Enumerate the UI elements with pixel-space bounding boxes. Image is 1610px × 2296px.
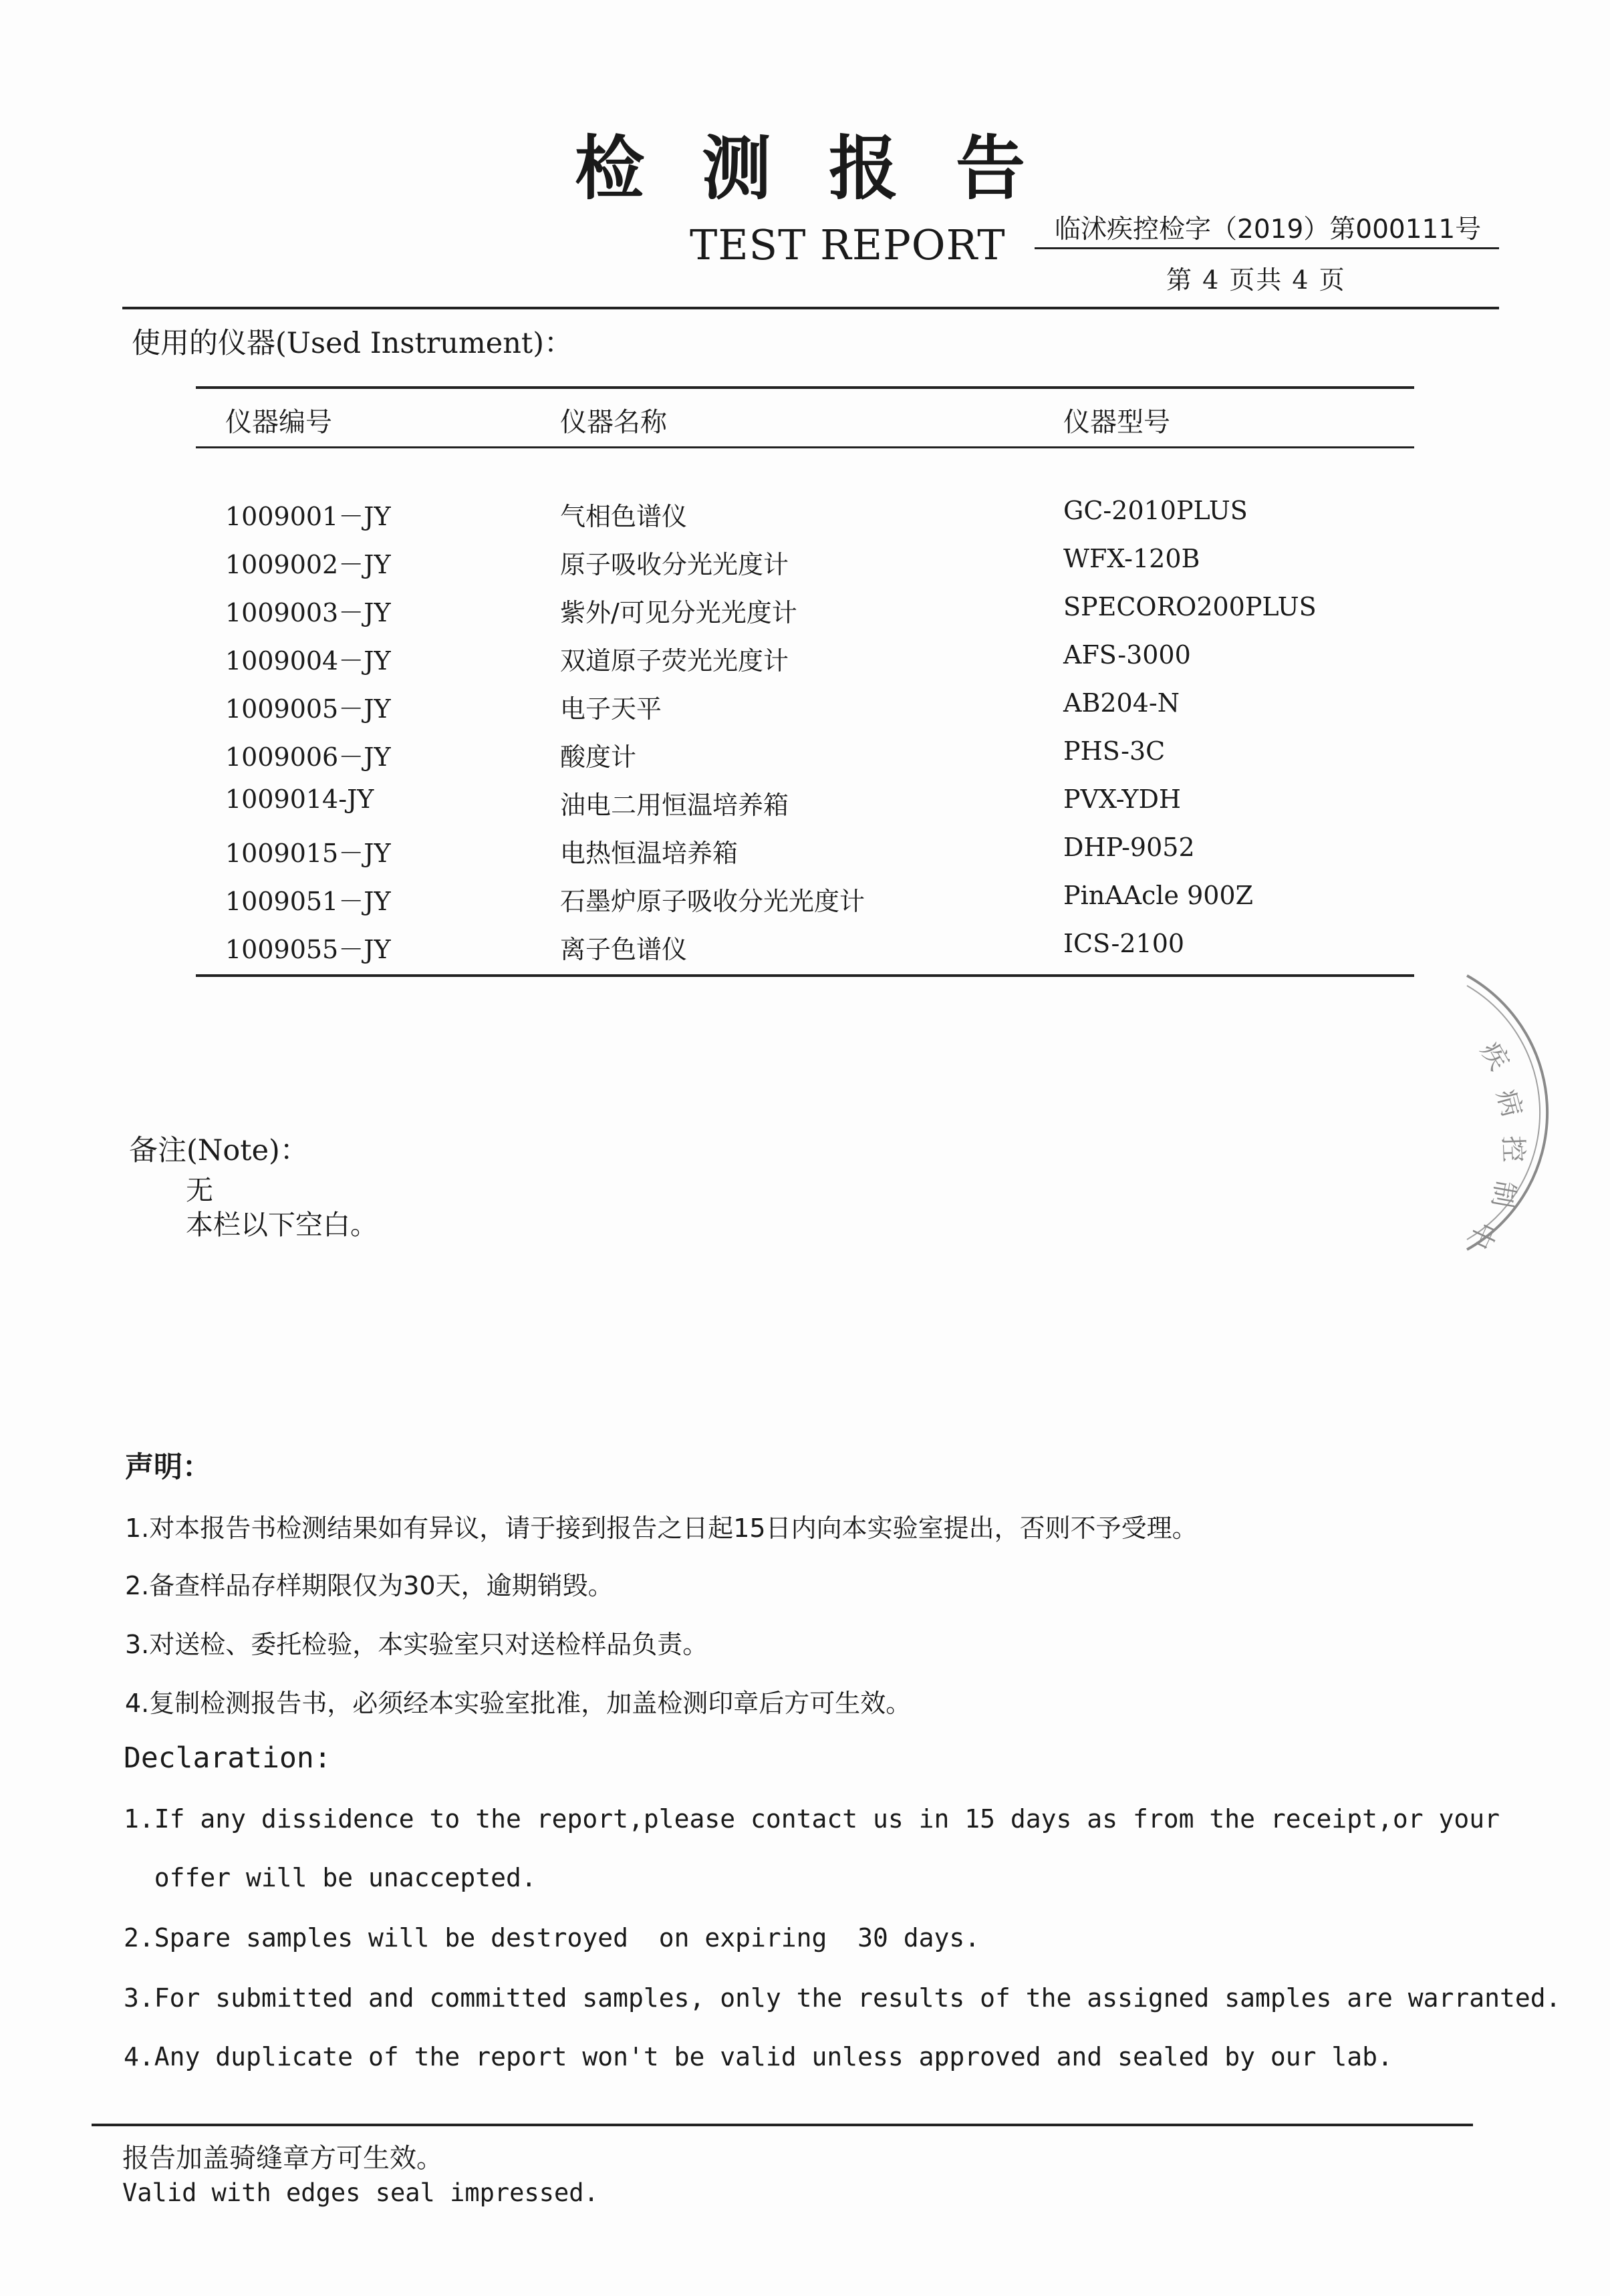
note-blank-statement: 本栏以下空白。 — [186, 1209, 378, 1241]
instrument-id: 1009051－JY — [225, 887, 391, 916]
table-row — [196, 640, 1414, 688]
report-title-cn: 检测报告 — [575, 127, 1083, 209]
instrument-model: PHS-3C — [1063, 736, 1166, 766]
declaration-item: 1.If any dissidence to the report,please contact us in 15 days as from the receipt,or your — [124, 1804, 1500, 1834]
note-label: 备注(Note)： — [129, 1134, 309, 1167]
table-bottom-rule — [196, 974, 1414, 977]
column-header-name: 仪器名称 — [560, 407, 667, 438]
declaration-item: 4.Any duplicate of the report won't be valid unless approved and sealed by our lab. — [124, 2042, 1393, 2071]
instrument-name: 石墨炉原子吸收分光光度计 — [560, 887, 865, 916]
svg-text:制: 制 — [1486, 1178, 1521, 1210]
instrument-model: PinAAcle 900Z — [1063, 881, 1254, 910]
instrument-model: AFS-3000 — [1063, 640, 1191, 670]
table-header-rule — [196, 446, 1414, 448]
table-row — [196, 929, 1414, 977]
instruments-table — [196, 386, 1414, 981]
instrument-name: 油电二用恒温培养箱 — [560, 791, 789, 820]
table-row — [196, 833, 1414, 881]
instrument-name: 电子天平 — [560, 694, 662, 724]
instrument-name: 酸度计 — [560, 742, 637, 772]
table-row — [196, 544, 1414, 592]
table-row — [196, 736, 1414, 784]
instrument-name: 紫外/可见分光光度计 — [560, 598, 797, 627]
statement-item: 1.对本报告书检测结果如有异议，请于接到报告之日起15日内向本实验室提出，否则不予受理。 — [125, 1514, 1198, 1543]
instrument-id: 1009005－JY — [225, 694, 391, 724]
svg-text:控: 控 — [1497, 1135, 1529, 1163]
table-top-rule — [196, 386, 1414, 389]
instrument-name: 双道原子荧光光度计 — [560, 646, 789, 676]
instrument-model: AB204-N — [1063, 688, 1180, 718]
declaration-item: 2.Spare samples will be destroyed on expiring 30 days. — [124, 1923, 980, 1953]
partial-round-seal-icon — [1463, 956, 1561, 1270]
instrument-model: ICS-2100 — [1063, 929, 1185, 958]
instrument-name: 气相色谱仪 — [560, 502, 688, 531]
instrument-id: 1009003－JY — [225, 598, 391, 627]
instrument-model: SPECORO200PLUS — [1063, 592, 1317, 621]
page-info: 第 4 页共 4 页 — [1166, 265, 1346, 295]
instrument-model: DHP-9052 — [1063, 833, 1195, 862]
instrument-name: 电热恒温培养箱 — [560, 839, 739, 868]
table-row — [196, 496, 1414, 544]
report-number-underline — [1035, 247, 1499, 249]
statement-item: 2.备查样品存样期限仅为30天，逾期销毁。 — [125, 1571, 614, 1600]
report-number: 临沭疾控检字（2019）第000111号 — [1055, 214, 1482, 245]
statement-item: 3.对送检、委托检验，本实验室只对送检样品负责。 — [125, 1630, 708, 1659]
note-text: 无 — [186, 1174, 213, 1206]
report-title-en: TEST REPORT — [690, 221, 1006, 269]
svg-text:中: 中 — [1463, 1216, 1502, 1254]
instruments-section-label: 使用的仪器(Used Instrument)： — [132, 327, 573, 360]
statement-label: 声明： — [125, 1451, 211, 1484]
instrument-id: 1009015－JY — [225, 839, 391, 868]
column-header-model: 仪器型号 — [1063, 407, 1170, 438]
instrument-id: 1009055－JY — [225, 935, 391, 964]
footer-note-cn: 报告加盖骑缝章方可生效。 — [122, 2143, 443, 2174]
instrument-name: 原子吸收分光光度计 — [560, 550, 789, 579]
instrument-id: 1009002－JY — [225, 550, 391, 579]
declaration-item: offer will be unaccepted. — [124, 1863, 537, 1892]
header-divider — [122, 307, 1499, 309]
instrument-model: GC-2010PLUS — [1063, 496, 1248, 525]
declaration-label: Declaration: — [124, 1741, 331, 1775]
column-header-id: 仪器编号 — [225, 407, 332, 438]
instrument-id: 1009001－JY — [225, 502, 391, 531]
svg-text:病: 病 — [1490, 1086, 1528, 1121]
footer-note-en: Valid with edges seal impressed. — [122, 2178, 599, 2207]
table-row — [196, 688, 1414, 736]
table-row — [196, 784, 1414, 833]
instrument-id: 1009006－JY — [225, 742, 391, 772]
instrument-model: WFX-120B — [1063, 544, 1200, 573]
instrument-name: 离子色谱仪 — [560, 935, 688, 964]
statement-item: 4.复制检测报告书，必须经本实验室批准，加盖检测印章后方可生效。 — [125, 1689, 912, 1718]
instrument-id: 1009014-JY — [225, 784, 374, 814]
instrument-id: 1009004－JY — [225, 646, 391, 676]
declaration-item: 3.For submitted and committed samples, only the results of the assigned samples are warranted. — [124, 1983, 1561, 2013]
table-row — [196, 592, 1414, 640]
instrument-model: PVX-YDH — [1063, 784, 1182, 814]
table-row — [196, 881, 1414, 929]
svg-text:疾: 疾 — [1474, 1037, 1515, 1076]
footer-divider — [92, 2124, 1473, 2126]
